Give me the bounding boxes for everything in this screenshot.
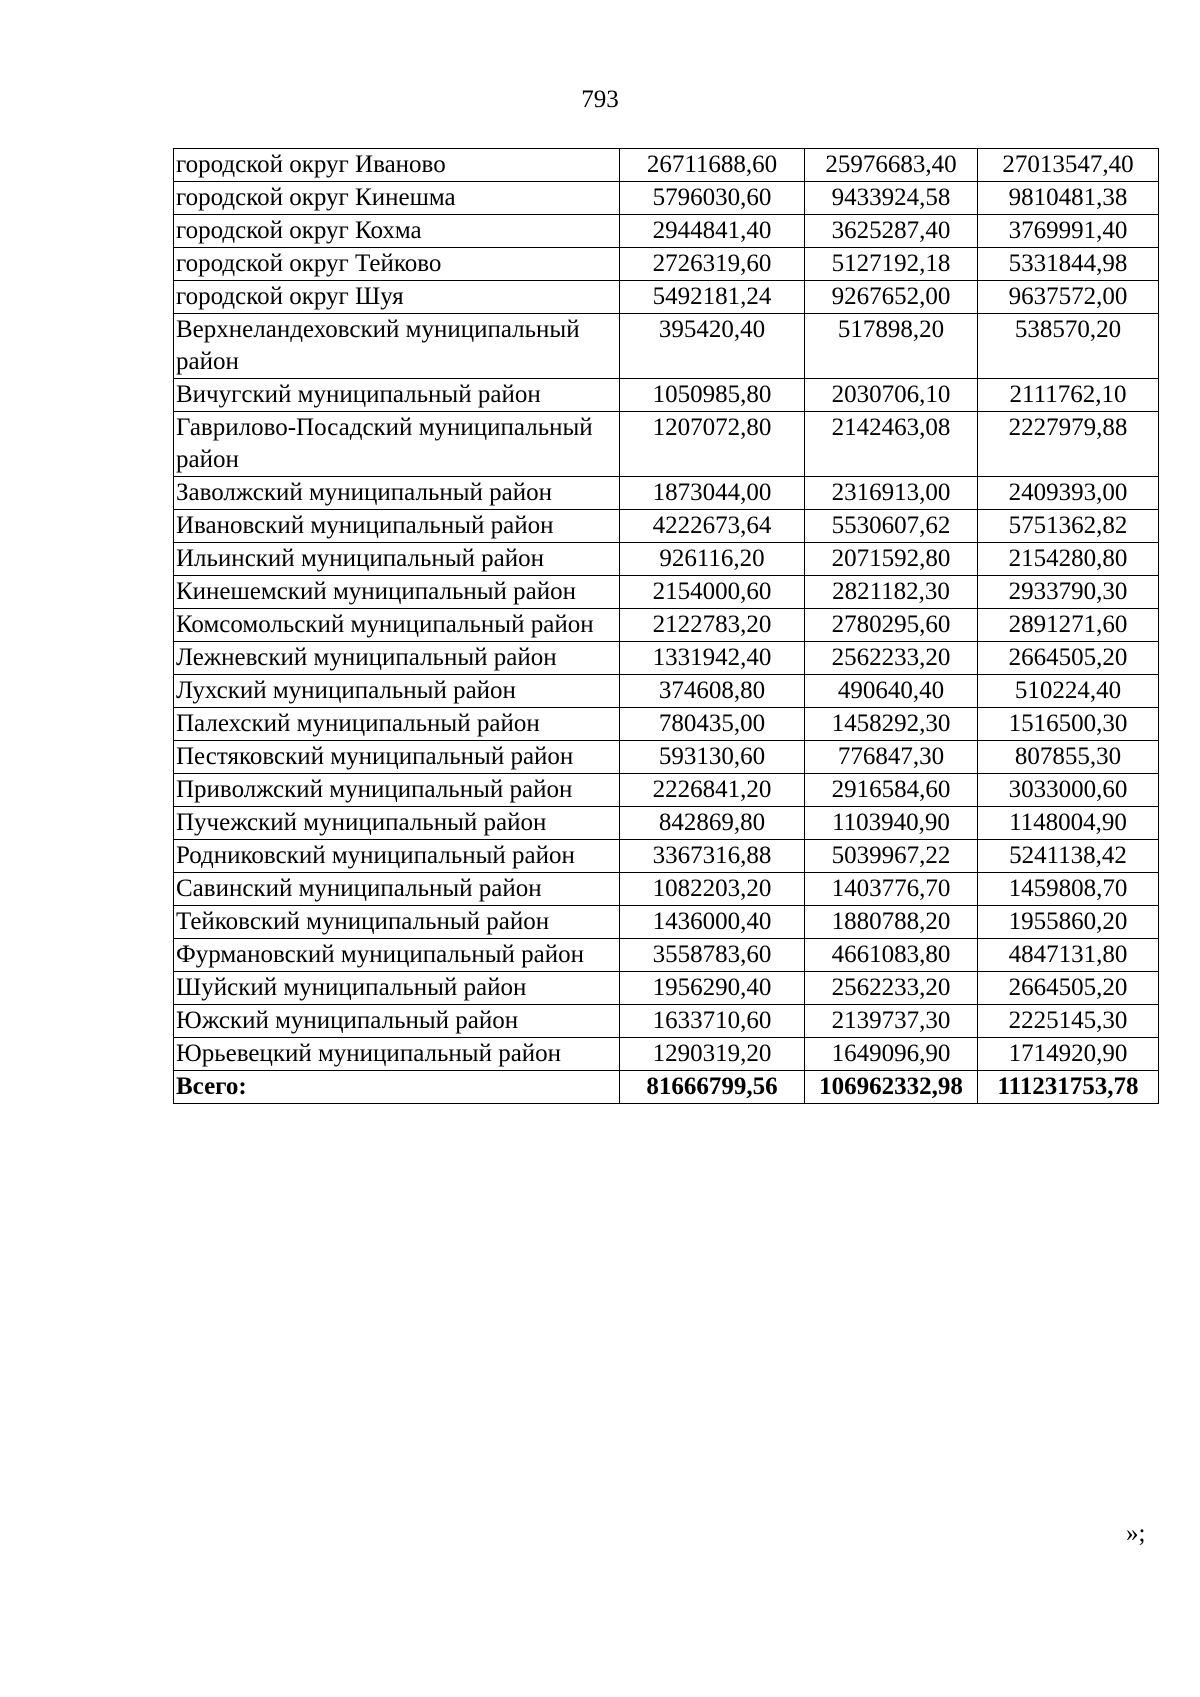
municipality-name: Ивановский муниципальный район [174,510,620,543]
value-col-1: 395420,40 [620,314,805,379]
value-col-2: 1458292,30 [805,708,978,741]
value-col-1: 2944841,40 [620,215,805,248]
value-col-3: 2111762,10 [978,379,1159,412]
table-row [174,642,1159,675]
total-label: Всего: [174,1071,620,1104]
value-col-3: 2664505,20 [978,972,1159,1005]
table-row [174,741,1159,774]
municipality-name: городской округ Кинешма [174,182,620,215]
value-col-2: 2030706,10 [805,379,978,412]
value-col-3: 1459808,70 [978,873,1159,906]
table-row [174,314,1159,379]
value-col-1: 3558783,60 [620,939,805,972]
total-value-2: 106962332,98 [805,1071,978,1104]
value-col-3: 2154280,80 [978,543,1159,576]
value-col-2: 2562233,20 [805,642,978,675]
municipality-name: Лежневский муниципальный район [174,642,620,675]
value-col-2: 3625287,40 [805,215,978,248]
value-col-3: 538570,20 [978,314,1159,379]
value-col-1: 5492181,24 [620,281,805,314]
value-col-1: 1331942,40 [620,642,805,675]
value-col-2: 1403776,70 [805,873,978,906]
value-col-1: 1050985,80 [620,379,805,412]
municipality-name: Палехский муниципальный район [174,708,620,741]
value-col-2: 2142463,08 [805,412,978,477]
municipality-name: Заволжский муниципальный район [174,477,620,510]
municipality-name: Комсомольский муниципальный район [174,609,620,642]
value-col-1: 780435,00 [620,708,805,741]
value-col-3: 1955860,20 [978,906,1159,939]
table-row [174,873,1159,906]
value-col-3: 807855,30 [978,741,1159,774]
value-col-1: 926116,20 [620,543,805,576]
municipality-name: Родниковский муниципальный район [174,840,620,873]
value-col-1: 1207072,80 [620,412,805,477]
value-col-3: 2409393,00 [978,477,1159,510]
value-col-3: 3769991,40 [978,215,1159,248]
value-col-2: 9267652,00 [805,281,978,314]
table-row [174,281,1159,314]
value-col-3: 1714920,90 [978,1038,1159,1071]
table-row [174,543,1159,576]
value-col-3: 510224,40 [978,675,1159,708]
municipality-name: городской округ Кохма [174,215,620,248]
municipality-name: городской округ Тейково [174,248,620,281]
municipality-name: Тейковский муниципальный район [174,906,620,939]
value-col-3: 9637572,00 [978,281,1159,314]
table-row [174,774,1159,807]
value-col-2: 2316913,00 [805,477,978,510]
table-row [174,149,1159,182]
municipality-name: Верхнеландеховский муниципальный район [174,314,620,379]
municipality-name: Кинешемский муниципальный район [174,576,620,609]
value-col-2: 2821182,30 [805,576,978,609]
municipality-name: Лухский муниципальный район [174,675,620,708]
table-row [174,379,1159,412]
table-row [174,708,1159,741]
value-col-2: 2562233,20 [805,972,978,1005]
value-col-3: 1148004,90 [978,807,1159,840]
table-row [174,675,1159,708]
value-col-2: 1649096,90 [805,1038,978,1071]
budget-table [173,148,1159,1104]
value-col-1: 1956290,40 [620,972,805,1005]
municipality-name: Гаврилово-Посадский муниципальный район [174,412,620,477]
table-body [174,149,1159,1104]
value-col-3: 1516500,30 [978,708,1159,741]
value-col-3: 2933790,30 [978,576,1159,609]
value-col-3: 2225145,30 [978,1005,1159,1038]
value-col-2: 5530607,62 [805,510,978,543]
value-col-3: 5751362,82 [978,510,1159,543]
value-col-1: 2122783,20 [620,609,805,642]
value-col-2: 25976683,40 [805,149,978,182]
table-row [174,576,1159,609]
table-row [174,477,1159,510]
municipality-name: Ильинский муниципальный район [174,543,620,576]
table-row [174,972,1159,1005]
value-col-2: 776847,30 [805,741,978,774]
value-col-2: 2139737,30 [805,1005,978,1038]
value-col-3: 2891271,60 [978,609,1159,642]
value-col-3: 2664505,20 [978,642,1159,675]
value-col-1: 2726319,60 [620,248,805,281]
municipality-name: городской округ Шуя [174,281,620,314]
value-col-2: 2916584,60 [805,774,978,807]
municipality-name: Фурмановский муниципальный район [174,939,620,972]
value-col-1: 5796030,60 [620,182,805,215]
value-col-1: 26711688,60 [620,149,805,182]
table-row [174,1038,1159,1071]
table-row [174,807,1159,840]
table-row [174,182,1159,215]
table-row [174,248,1159,281]
value-col-1: 593130,60 [620,741,805,774]
value-col-3: 5331844,98 [978,248,1159,281]
total-value-1: 81666799,56 [620,1071,805,1104]
value-col-1: 2226841,20 [620,774,805,807]
value-col-1: 842869,80 [620,807,805,840]
value-col-2: 4661083,80 [805,939,978,972]
value-col-3: 9810481,38 [978,182,1159,215]
value-col-3: 5241138,42 [978,840,1159,873]
value-col-1: 3367316,88 [620,840,805,873]
value-col-2: 490640,40 [805,675,978,708]
table-row [174,906,1159,939]
value-col-1: 1082203,20 [620,873,805,906]
municipality-name: Южский муниципальный район [174,1005,620,1038]
value-col-1: 1633710,60 [620,1005,805,1038]
value-col-1: 1873044,00 [620,477,805,510]
value-col-2: 2780295,60 [805,609,978,642]
municipality-name: Шуйский муниципальный район [174,972,620,1005]
table-row [174,609,1159,642]
table-row [174,840,1159,873]
table-row [174,939,1159,972]
value-col-1: 1290319,20 [620,1038,805,1071]
value-col-2: 2071592,80 [805,543,978,576]
total-row [174,1071,1159,1104]
municipality-name: Вичугский муниципальный район [174,379,620,412]
value-col-2: 5039967,22 [805,840,978,873]
total-value-3: 111231753,78 [978,1071,1159,1104]
table-row [174,215,1159,248]
value-col-3: 3033000,60 [978,774,1159,807]
municipality-name: Пучежский муниципальный район [174,807,620,840]
value-col-1: 4222673,64 [620,510,805,543]
municipality-name: Юрьевецкий муниципальный район [174,1038,620,1071]
value-col-3: 27013547,40 [978,149,1159,182]
page-number: 793 [581,86,619,113]
table-row [174,510,1159,543]
table-row [174,412,1159,477]
value-col-2: 1880788,20 [805,906,978,939]
table-row [174,1005,1159,1038]
value-col-2: 5127192,18 [805,248,978,281]
value-col-3: 2227979,88 [978,412,1159,477]
municipality-name: Пестяковский муниципальный район [174,741,620,774]
value-col-2: 517898,20 [805,314,978,379]
municipality-name: городской округ Иваново [174,149,620,182]
value-col-1: 374608,80 [620,675,805,708]
value-col-2: 9433924,58 [805,182,978,215]
closing-quote-mark: »; [1126,1520,1146,1547]
value-col-1: 2154000,60 [620,576,805,609]
value-col-3: 4847131,80 [978,939,1159,972]
value-col-1: 1436000,40 [620,906,805,939]
municipality-name: Савинский муниципальный район [174,873,620,906]
municipality-name: Приволжский муниципальный район [174,774,620,807]
value-col-2: 1103940,90 [805,807,978,840]
